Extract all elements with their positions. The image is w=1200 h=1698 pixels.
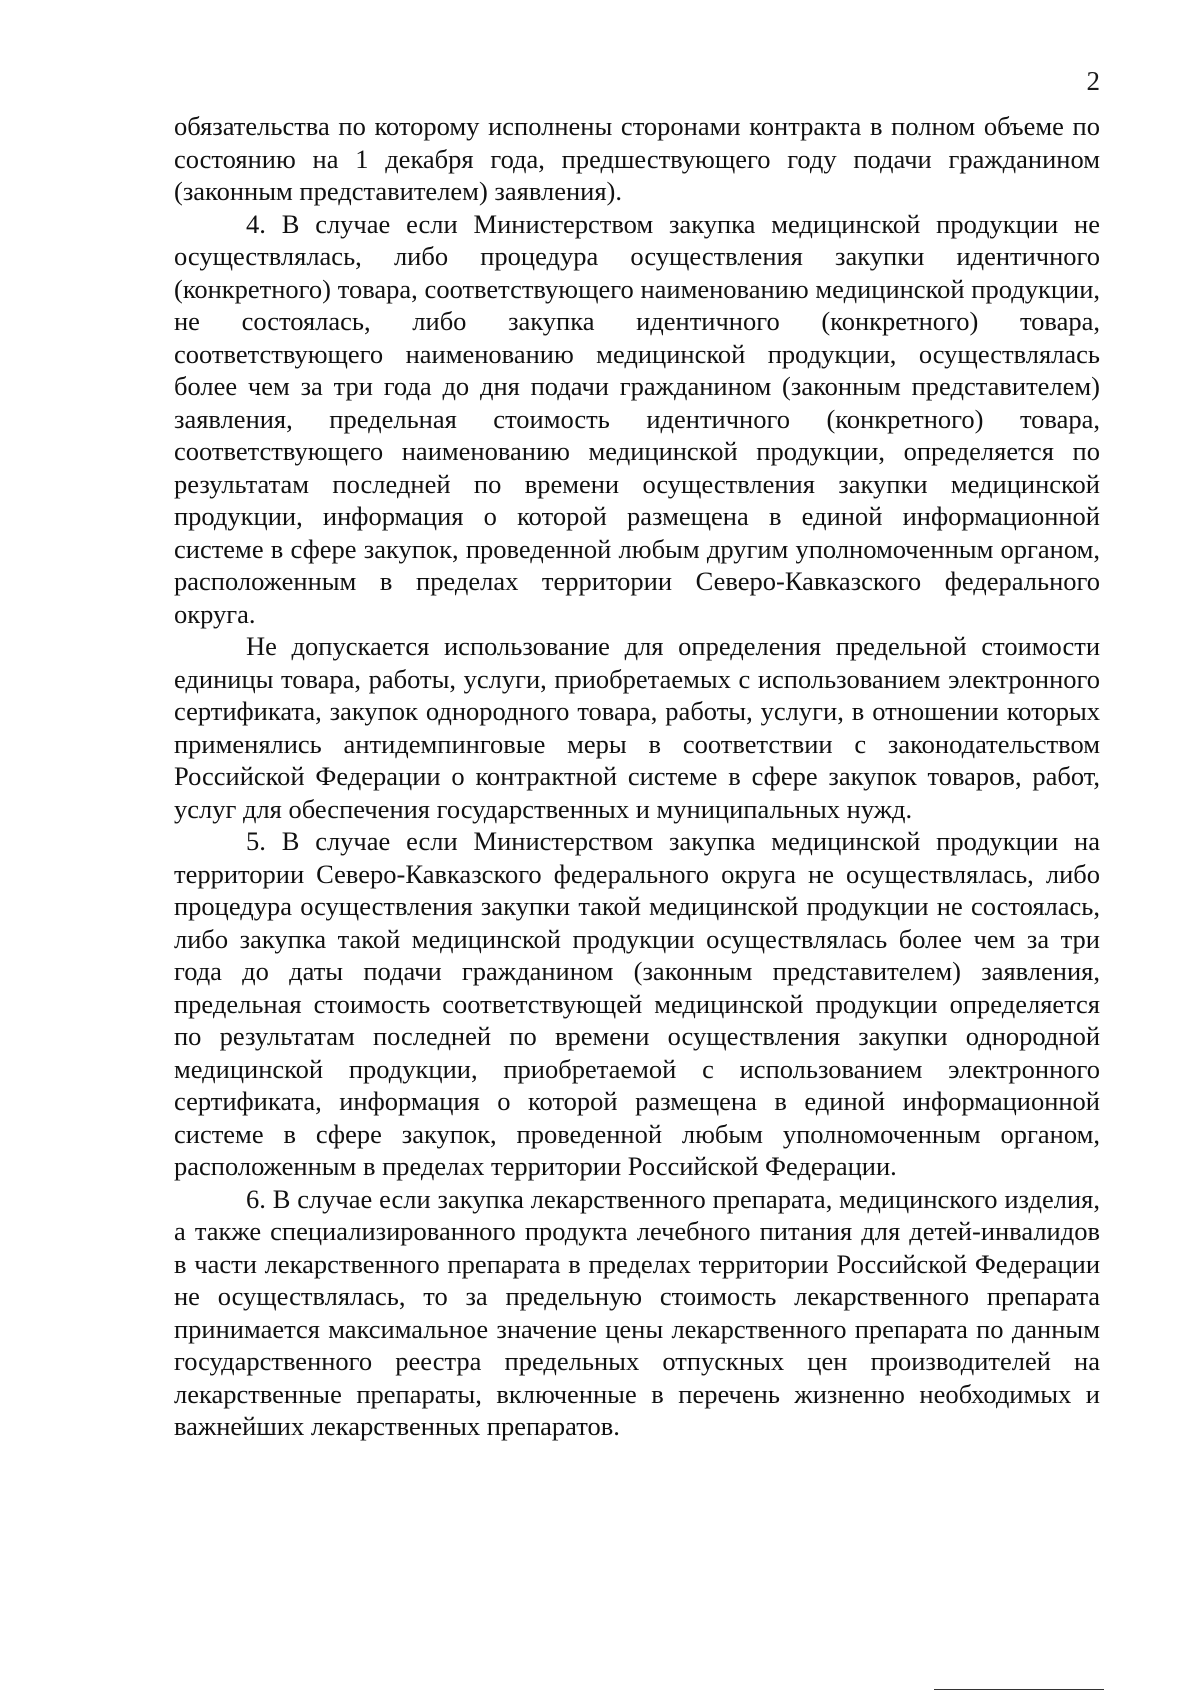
paragraph-antidumping: Не допускается использование для определения предельной стоимости единицы товара, работы, услуги, приобретаемых с использованием электронного сертификата, закупок однородного товара, работы, услуги, в отношении которых применялись антидемпинговые меры в соответствии с законодательством Российской Федерации о контрактной системе в сфере закупок товаров, работ, услуг для обеспечения государственных и муниципальных нужд. xyxy=(174,631,1100,824)
document-body xyxy=(174,110,1100,1443)
paragraph-item-6: 6. В случае если закупка лекарственного препарата, медицинского изделия, а также специализированного продукта лечебного питания для детей-инвалидов в части лекарственного препарата в пределах территории Российской Федерации не осуществлялась, то за предельную стоимость лекарственного препарата принимается максимальное значение цены лекарственного препарата по данным государственного реестра предельных отпускных цен производителей на лекарственные препараты, включенные в перечень жизненно необходимых и важнейших лекарственных препаратов. xyxy=(174,1183,1100,1441)
paragraph-item-5: 5. В случае если Министерством закупка медицинской продукции на территории Северо-Кавказского федерального округа не осуществлялась, либо процедура осуществления закупки такой медицинской продукции не состоялась, либо закупка такой медицинской продукции осуществлялась более чем за три года до даты подачи гражданином (законным представителем) заявления, предельная стоимость соответствующей медицинской продукции определяется по результатам последней по времени осуществления закупки однородной медицинской продукции, приобретаемой с использованием электронного сертификата, информация о которой размещена в единой информационной системе в сфере закупок, проведенной любым уполномоченным органом, расположенным в пределах территории Российской Федерации. xyxy=(174,826,1100,1181)
footer-rule xyxy=(934,1689,1104,1690)
paragraph-continuation: обязательства по которому исполнены сторонами контракта в полном объеме по состоянию на 1 декабря года, предшествующего году подачи гражданином (законным представителем) заявления). xyxy=(174,111,1100,206)
paragraph-item-4: 4. В случае если Министерством закупка медицинской продукции не осуществлялась, либо процедура осуществления закупки идентичного (конкретного) товара, соответствующего наименованию медицинской продукции, не состоялась, либо закупка идентичного (конкретного) товара, соответствующего наименованию медицинской продукции, осуществлялась более чем за три года до дня подачи гражданином (законным представителем) заявления, предельная стоимость идентичного (конкретного) товара, соответствующего наименованию медицинской продукции, определяется по результатам последней по времени осуществления закупки медицинской продукции, информация о которой размещена в единой информационной системе в сфере закупок, проведенной любым другим уполномоченным органом, расположенным в пределах территории Северо-Кавказского федерального округа. xyxy=(174,208,1100,629)
page-number: 2 xyxy=(1086,66,1100,96)
